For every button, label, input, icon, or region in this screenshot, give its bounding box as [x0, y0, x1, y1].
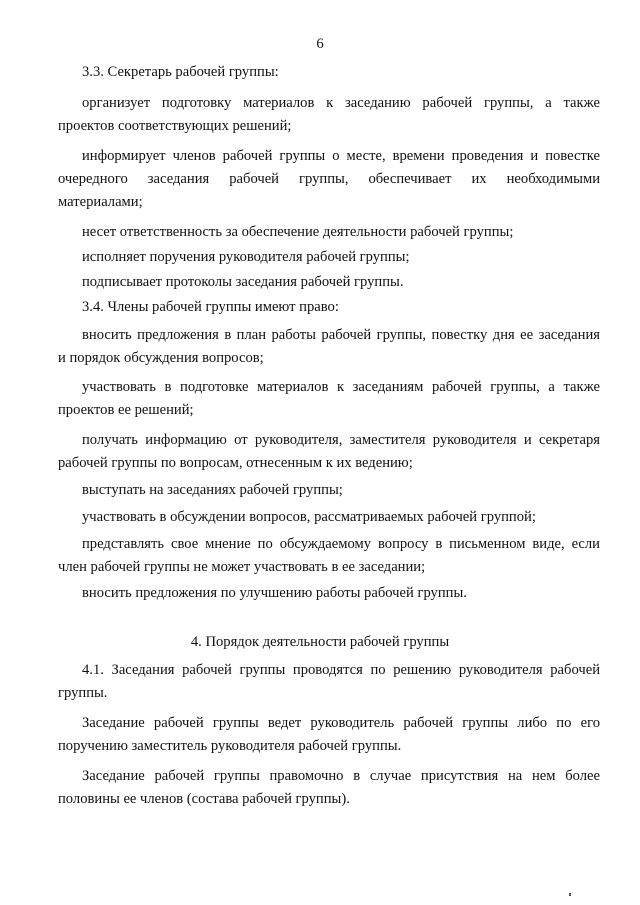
text-line: получать информацию от руководителя, заместителя руководителя и секретаря	[82, 432, 600, 448]
text-line: участвовать в подготовке материалов к заседаниям рабочей группы, а также	[82, 379, 600, 395]
text-line: выступать на заседаниях рабочей группы;	[82, 482, 343, 498]
text-line: член рабочей группы не может участвовать в ее заседании;	[58, 559, 426, 575]
text-line: 3.4. Члены рабочей группы имеют право:	[82, 299, 339, 315]
text-line: представлять свое мнение по обсуждаемому вопросу в письменном виде, если	[82, 536, 600, 552]
text-line: материалами;	[58, 194, 143, 210]
text-line: рабочей группы по вопросам, отнесенным к их ведению;	[58, 455, 413, 471]
text-line: 3.3. Секретарь рабочей группы:	[82, 64, 279, 80]
text-line: информирует членов рабочей группы о месте, времени проведения и повестке	[82, 148, 600, 164]
text-line: поручению заместитель руководителя рабочей группы.	[58, 738, 402, 754]
text-line: 4.1. Заседания рабочей группы проводятся по решению руководителя рабочей	[82, 662, 600, 678]
text-line: Заседание рабочей группы правомочно в случае присутствия на нем более	[82, 768, 600, 784]
text-line: вносить предложения в план работы рабочей группы, повестку дня ее заседания	[82, 327, 600, 343]
text-line: группы.	[58, 685, 108, 701]
text-line: вносить предложения по улучшению работы рабочей группы.	[82, 585, 467, 601]
text-line: подписывает протоколы заседания рабочей группы.	[82, 274, 404, 290]
text-line: и порядок обсуждения вопросов;	[58, 350, 264, 366]
section-heading: 4. Порядок деятельности рабочей группы	[190, 634, 450, 650]
text-line: Заседание рабочей группы ведет руководитель рабочей группы либо по его	[82, 715, 600, 731]
page-number: 6	[316, 36, 324, 52]
text-line: половины ее членов (состава рабочей группы).	[58, 791, 350, 807]
text-line: организует подготовку материалов к заседанию рабочей группы, а также	[82, 95, 600, 111]
text-line: проектов ее решений;	[58, 402, 194, 418]
text-line: исполняет поручения руководителя рабочей группы;	[82, 249, 410, 265]
text-line: очередного заседания рабочей группы, обеспечивает их необходимыми	[58, 171, 600, 187]
scan-speck	[569, 893, 571, 896]
text-line: несет ответственность за обеспечение деятельности рабочей группы;	[82, 224, 514, 240]
text-line: проектов соответствующих решений;	[58, 118, 292, 134]
text-line: участвовать в обсуждении вопросов, рассматриваемых рабочей группой;	[82, 509, 536, 525]
